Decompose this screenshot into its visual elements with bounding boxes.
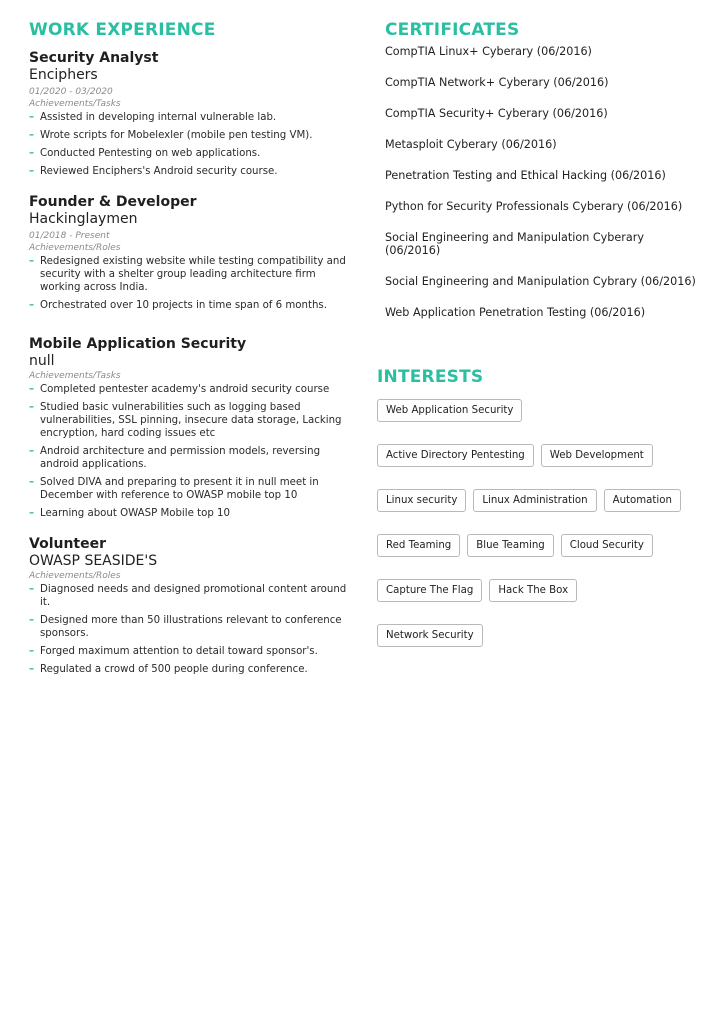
job-entry (29, 194, 349, 312)
job-dates: 01/2020 - 03/2020 (29, 87, 113, 97)
interest-tag: Blue Teaming (467, 534, 553, 557)
job-subheading: Achievements/Roles (29, 243, 121, 253)
job-bullet: – Designed more than 50 illustrations relevant to conference sponsors. (29, 614, 349, 640)
job-bullet-list (29, 255, 349, 312)
certificate-list (377, 45, 707, 319)
job-bullet: – Completed pentester academy's android security course (29, 383, 349, 396)
interest-tag: Hack The Box (489, 579, 577, 602)
job-bullet-list (29, 583, 349, 676)
interest-tag: Linux Administration (473, 489, 596, 512)
job-bullet-list (29, 111, 349, 178)
interest-tag: Linux security (377, 489, 466, 512)
job-bullet: – Regulated a crowd of 500 people during conference. (29, 663, 349, 676)
interest-tag-list (377, 399, 707, 647)
job-bullet: – Redesigned existing website while testing compatibility and security with a shelter group leading architecture firm working across India. (29, 255, 349, 294)
work-experience-section (29, 20, 349, 692)
certificate-item: Penetration Testing and Ethical Hacking (06/2016) (385, 169, 666, 182)
job-company: OWASP SEASIDE'S (29, 553, 158, 569)
certificate-item: Metasploit Cyberary (06/2016) (385, 138, 557, 151)
interest-tag: Red Teaming (377, 534, 460, 557)
job-bullet: – Diagnosed needs and designed promotional content around it. (29, 583, 349, 609)
certificate-item: Python for Security Professionals Cyberary (06/2016) (385, 200, 683, 213)
job-entry (29, 536, 349, 676)
interest-tag: Automation (604, 489, 681, 512)
job-title: Volunteer (29, 536, 107, 552)
certificate-item: Social Engineering and Manipulation Cybrary (06/2016) (385, 275, 696, 288)
interests-heading: INTERESTS (377, 367, 484, 387)
job-company: Enciphers (29, 67, 98, 83)
job-dates: 01/2018 - Present (29, 231, 110, 241)
job-bullet: – Learning about OWASP Mobile top 10 (29, 507, 349, 520)
job-bullet: – Android architecture and permission models, reversing android applications. (29, 445, 349, 471)
job-subheading: Achievements/Tasks (29, 99, 121, 109)
job-bullet: – Wrote scripts for Mobelexler (mobile pen testing VM). (29, 129, 349, 142)
certificate-item: CompTIA Network+ Cyberary (06/2016) (385, 76, 609, 89)
certificates-heading: CERTIFICATES (385, 20, 520, 40)
job-bullet: – Forged maximum attention to detail toward sponsor's. (29, 645, 349, 658)
certificate-item: Social Engineering and Manipulation Cyberary (06/2016) (385, 231, 644, 257)
job-title: Founder & Developer (29, 194, 197, 210)
job-bullet: – Reviewed Enciphers's Android security course. (29, 165, 349, 178)
interest-tag: Web Development (541, 444, 653, 467)
interest-tag: Capture The Flag (377, 579, 482, 602)
interest-tag: Web Application Security (377, 399, 522, 422)
job-entry (29, 336, 349, 520)
certificates-section (377, 20, 707, 319)
job-entry (29, 50, 349, 178)
job-company: null (29, 353, 55, 369)
job-bullet: – Assisted in developing internal vulnerable lab. (29, 111, 349, 124)
job-title: Mobile Application Security (29, 336, 247, 352)
certificate-item: CompTIA Security+ Cyberary (06/2016) (385, 107, 608, 120)
job-title: Security Analyst (29, 50, 159, 66)
job-bullet: – Orchestrated over 10 projects in time span of 6 months. (29, 299, 349, 312)
work-experience-heading: WORK EXPERIENCE (29, 20, 216, 40)
job-bullet: – Solved DIVA and preparing to present it in null meet in December with reference to OWASP mobile top 10 (29, 476, 349, 502)
job-subheading: Achievements/Tasks (29, 371, 121, 381)
certificate-item: CompTIA Linux+ Cyberary (06/2016) (385, 45, 592, 58)
job-subheading: Achievements/Roles (29, 571, 121, 581)
job-company: Hackinglaymen (29, 211, 138, 227)
job-bullet-list (29, 383, 349, 520)
interest-tag: Network Security (377, 624, 483, 647)
interests-section (377, 367, 707, 647)
job-bullet: – Studied basic vulnerabilities such as logging based vulnerabilities, SSL pinning, insecure data storage, Lacking encryption, hard coding issues etc (29, 401, 349, 440)
interest-tag: Cloud Security (561, 534, 653, 557)
job-bullet: – Conducted Pentesting on web applications. (29, 147, 349, 160)
certificate-item: Web Application Penetration Testing (06/2016) (385, 306, 646, 319)
interest-tag: Active Directory Pentesting (377, 444, 534, 467)
